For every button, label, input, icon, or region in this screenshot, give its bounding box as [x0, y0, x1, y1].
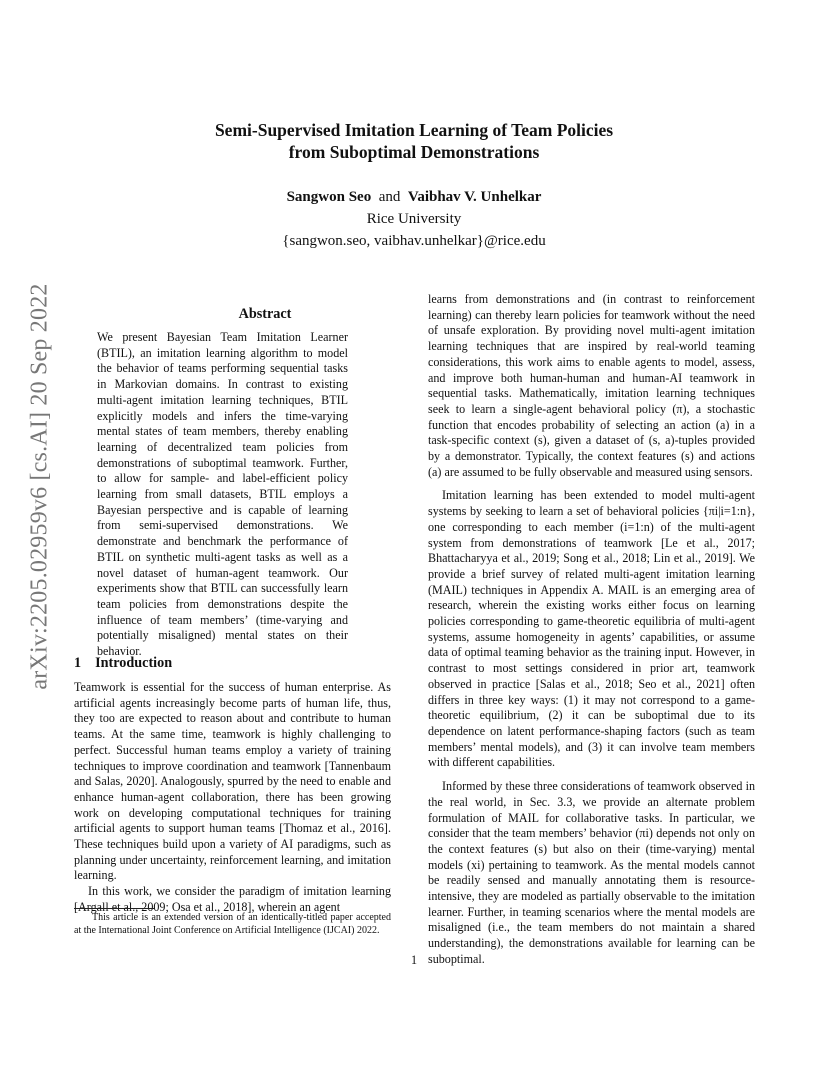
footnote: This article is an extended version of an identically-titled paper accepted at the International Joint Conference on Artificial Intelligence (IJCAI) 2022.	[74, 912, 391, 936]
arxiv-identifier: arXiv:2205.02959v6 [cs.AI] 20 Sep 2022	[26, 282, 53, 690]
arxiv-sidebar-stamp	[20, 282, 60, 690]
right-paragraph-1: learns from demonstrations and (in contrast to reinforcement learning) can thereby learn policies for teamwork without the need of unsafe exploration. By providing novel multi-agent imitation learning techniques that are inspired by real-world teaming considerations, this work aims to enable agents to model, assess, and improve both human-human and human-AI teamwork in sequential tasks. Mathematically, imitation learning techniques seek to learn a single-agent behavioral policy (π), a stochastic function that encodes probability of selecting an action (a) in a task-specific context (s), given a dataset of (s, a)-tuples provided by a demonstrator. Typically, the context features (s) and actions (a) are assumed to be fully observable and measured using sensors.	[428, 292, 755, 479]
author-email: {sangwon.seo, vaibhav.unhelkar}@rice.edu	[282, 233, 546, 249]
section-number: 1	[74, 655, 82, 671]
abstract-heading: Abstract	[238, 306, 292, 322]
author-1: Sangwon Seo	[286, 189, 372, 205]
author-names	[120, 186, 708, 208]
footnote-rule	[74, 908, 154, 909]
affiliation: Rice University	[366, 211, 462, 227]
right-paragraph-2: Imitation learning has been extended to model multi-agent systems by seeking to learn a set of behavioral policies {πi|i=1:n}, one corresponding to each member (i=1:n) of the multi-agent system from demonstrations of teamwork [Le et al., 2017; Bhattacharyya et al., 2019; Song et al., 2018; Lin et al., 2019]. We provide a brief survey of related multi-agent imitation learning (MAIL) techniques in Appendix A. MAIL is an emerging area of research, wherein the existing works either focus on learning policies corresponding to game-theoretic equilibria of multi-agent systems, assume homogeneity in agents’ capabilities, or assume data of optimal teaming behavior as the training input. However, in contrast to most settings considered in prior art, teamwork observed in practice [Salas et al., 2018; Seo et al., 2021] often differs in three key ways: (1) it may not correspond to a game-theoretic equilibrium, (2) it can be suboptimal due to its dependence on latent performance-shaping factors (such as team members’ mental models), and (3) it can involve team members with different capabilities.	[428, 488, 755, 770]
left-column-body	[74, 680, 391, 916]
abstract-text	[97, 330, 348, 660]
author-connector: and	[378, 189, 401, 205]
page-number: 1	[410, 953, 418, 967]
author-2: Vaibhav V. Unhelkar	[407, 189, 542, 205]
author-block	[120, 186, 708, 252]
section-title: Introduction	[95, 655, 173, 671]
title-line-2: from Suboptimal Demonstrations	[288, 142, 540, 162]
right-paragraph-3: Informed by these three considerations of teamwork observed in the real world, in Sec. 3.3, we provide an alternate problem formulation of MAIL for collaborative tasks. In particular, we consider that the team members’ behavior (πi) depends not only on the context features (s) but also on their (time-varying) mental models (xi) pertaining to teamwork. As the mental models cannot be readily sensed and manually annotating them is resource-intensive, they are modeled as partially observable to the imitation learner. Further, in teaming scenarios where the mental models are misaligned (i.e., the team members do not maintain a shared understanding), the demonstrations available for learning can be suboptimal.	[428, 779, 755, 966]
abstract-paragraph: We present Bayesian Team Imitation Learner (BTIL), an imitation learning algorithm to model the behavior of teams performing sequential tasks in Markovian domains. In contrast to existing multi-agent imitation learning techniques, BTIL explicitly models and infers the time-varying mental states of team members, thereby enabling learning of decentralized team policies from demonstrations of suboptimal teamwork. Further, to allow for sample- and label-efficient policy learning from small datasets, BTIL employs a Bayesian perspective and is capable of learning from semi-supervised demonstrations. We demonstrate and benchmark the performance of BTIL on synthetic multi-agent tasks as well as a novel dataset of human-agent teamwork. Our experiments show that BTIL can successfully learn team policies from demonstrations despite the influence of team members’ (time-varying and potentially misaligned) mental states on their behavior.	[97, 330, 348, 659]
title-line-1: Semi-Supervised Imitation Learning of Team Policies	[214, 120, 614, 140]
intro-paragraph-2: In this work, we consider the paradigm of imitation learning [Argall et al., 2009; Osa et al., 2018], wherein an agent	[74, 884, 391, 914]
paper-title	[120, 119, 708, 163]
right-column-body	[428, 292, 755, 968]
intro-paragraph-1: Teamwork is essential for the success of human enterprise. As artificial agents increasingly become parts of human life, thus, they too are expected to reason about and contribute to human teams. At the same time, teamwork is highly challenging to perfect. Successful human teams employ a variety of training techniques to improve coordination and teamwork [Tannenbaum and Salas, 2020]. Analogously, spurred by the need to enable and enhance human-agent collaboration, there has been growing work on developing computational techniques for training artificial agents to support human teams [Thomaz et al., 2016]. These techniques build upon a variety of AI paradigms, such as planning under uncertainty, reinforcement learning, and imitation learning.	[74, 680, 391, 883]
section-heading-introduction	[74, 655, 172, 672]
